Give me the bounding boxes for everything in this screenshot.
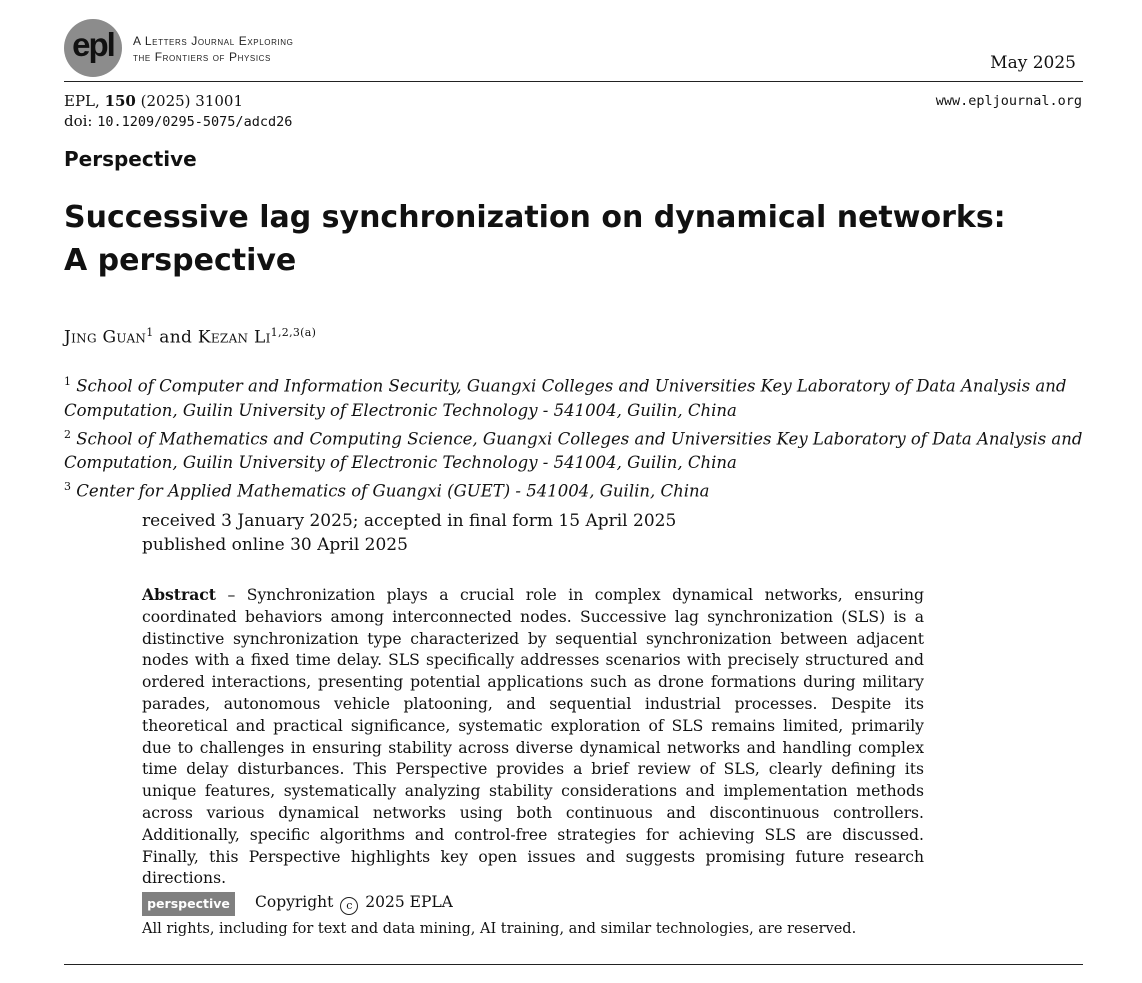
doi-label: doi:	[64, 112, 93, 130]
received-date: received 3 January 2025; accepted in final form 15 April 2025	[142, 511, 677, 531]
journal-volume: 150	[104, 92, 136, 110]
author-list	[64, 326, 316, 348]
abstract-label: Abstract	[142, 585, 217, 604]
issue-date: May 2025	[990, 53, 1076, 73]
author-2: Kezan Li	[197, 327, 271, 348]
doi-line	[64, 111, 292, 132]
affiliation-2-text: School of Mathematics and Computing Science, Guangxi Colleges and Universities Key Laboratory of Data Analysis and Computation, Guilin University of Electronic Technology - 541004, Guilin, China	[64, 429, 1083, 472]
journal-name: EPL,	[64, 92, 100, 110]
affiliation-1	[64, 370, 1086, 423]
article-title	[64, 196, 1064, 282]
published-date: published online 30 April 2025	[142, 535, 408, 555]
doi-value[interactable]: 10.1209/0295-5075/adcd26	[97, 114, 293, 130]
header-rule	[64, 81, 1083, 82]
footer-rule	[64, 964, 1083, 965]
tagline-line-2: the Frontiers of Physics	[133, 50, 271, 64]
abstract-text: – Synchronization plays a crucial role in complex dynamical networks, ensuring coordinated behaviors among interconnected nodes. Successive lag synchronization (SLS) is a distinctive synchronization type characterized by sequential synchronization between adjacent nodes with a fixed time delay. SLS specifically addresses scenarios with precisely structured and ordered interactions, presenting potential applications such as drone formations during military parades, autonomous vehicle platooning, and sequential industrial processes. Despite its theoretical and practical significance, systematic exploration of SLS remains limited, primarily due to challenges in ensuring stability across diverse dynamical networks and handling complex time delay disturbances. This Perspective provides a brief review of SLS, clearly defining its unique features, systematically analyzing stability considerations and implementation methods across various dynamical networks using both continuous and discontinuous controllers. Additionally, specific algorithms and control-free strategies for achieving SLS are discussed. Finally, this Perspective highlights key open issues and suggests promising future research directions.	[142, 586, 924, 888]
author-1-affiliation-mark: 1	[146, 326, 154, 339]
copyright-line	[255, 893, 453, 915]
journal-website-link[interactable]: www.epljournal.org	[935, 93, 1082, 109]
affiliation-3-number: 3	[64, 480, 71, 493]
journal-reference	[64, 91, 243, 111]
journal-tagline	[133, 33, 293, 65]
abstract	[142, 584, 924, 890]
copyright-prefix: Copyright	[255, 893, 334, 911]
perspective-badge: perspective	[142, 892, 235, 916]
affiliation-1-text: School of Computer and Information Security, Guangxi Colleges and Universities Key Laboratory of Data Analysis and Computation, Guilin University of Electronic Technology - 541004, Guilin, China	[64, 376, 1067, 420]
title-line-1: Successive lag synchronization on dynamical networks:	[64, 200, 1006, 235]
affiliation-2	[64, 423, 1086, 476]
title-line-2: A perspective	[64, 243, 297, 278]
article-dates	[142, 509, 676, 557]
affiliation-2-number: 2	[64, 427, 71, 441]
affiliations	[64, 370, 1086, 504]
affiliation-3-text: Center for Applied Mathematics of Guangxi (GUET) - 541004, Guilin, China	[76, 481, 710, 501]
author-2-affiliation-mark: 1,2,3(a)	[270, 326, 317, 339]
rights-statement: All rights, including for text and data mining, AI training, and similar technologies, are reserved.	[142, 921, 857, 937]
article-section-label: Perspective	[64, 147, 197, 171]
author-joiner: and	[159, 327, 193, 348]
copyright-icon: c	[340, 897, 358, 915]
epl-logo-text: epl	[72, 26, 114, 63]
affiliation-3	[64, 475, 1086, 504]
affiliation-1-number: 1	[64, 375, 71, 388]
journal-year-article: (2025) 31001	[140, 92, 244, 110]
tagline-line-1: A Letters Journal Exploring	[133, 34, 294, 48]
copyright-suffix: 2025 EPLA	[365, 893, 453, 911]
author-1: Jing Guan	[64, 327, 147, 348]
